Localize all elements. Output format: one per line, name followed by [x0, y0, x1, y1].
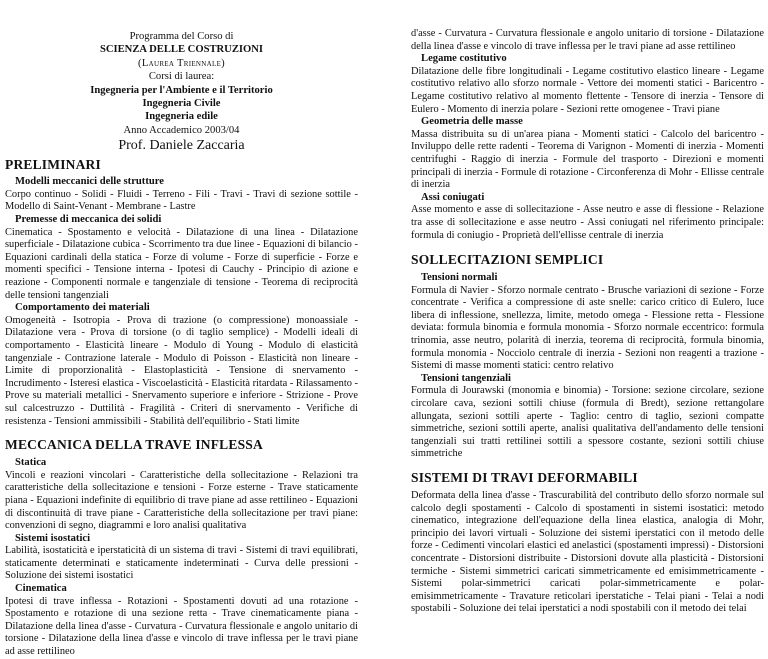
section-paragraph: Deformata della linea d'asse - Trascurabilità del contributo dello sforzo normale sul calcolo degli spostamenti - Calcolo di spostamenti in sistemi isostatici: metodo cinematico, integrazione dell'equazione della linea elastica, analogia di Mohr, principio dei lavori virtuali - Soluzione dei sistemi iperstatici con il metodo delle forze - Cedimenti vincolari elastici ed anelastici (spostamenti impressi) - Distorsioni concentrate - Distorsioni distribuite - Distorsioni dovute alla plasticità - Distorsioni termiche - Sistemi simmetrici caricati simmetricamente ed emisimmetricamente - Sistemi polar-simmetrici caricati polar-simmetricamente e polar-emisimmetricamente - Travature reticolari iperstatiche - Telai piani - Telai a nodi spostabili - Soluzione dei telai iperstatici a nodi spostabili con il metodo dei telai [411, 490, 764, 615]
right-column [411, 0, 764, 616]
subsection-title: Comportamento dei materiali [15, 302, 150, 314]
section-paragraph: Asse momento e asse di sollecitazione - Asse neutro e asse di flessione - Relazione tra asse di sollecitazione e asse neutro - Assi coniugati nel riferimento principale: formula di coniugio - Proprietà dell'ellisse centrale di inerzia [411, 204, 764, 241]
subsection-title: Tensioni normali [421, 272, 498, 284]
degree-civile: Ingegneria Civile [142, 98, 221, 110]
section-trave-continued [411, 28, 764, 242]
course-header [5, 30, 358, 154]
header-line-program: Programma del Corso di [129, 31, 234, 42]
section-preliminari [5, 157, 358, 428]
course-level: (Laurea Triennale) [138, 57, 225, 69]
section-paragraph: Ipotesi di trave inflessa - Rotazioni - Spostamenti dovuti ad una rotazione - Spostamento e rotazione di una sezione retta - Trave cinematicamente piana - Dilatazione della linea d'asse - Curvatura - Curvatura flessionale e angolo unitario di torsione - Dilatazione della linea d'asse e vincolo di trave inflessa per le travi piane ad asse rettilineo [5, 595, 358, 658]
section-trave [5, 437, 358, 659]
section-title: SISTEMI DI TRAVI DEFORMABILI [411, 470, 638, 485]
section-sollecitazioni [411, 252, 764, 461]
degree-edile: Ingegneria edile [145, 111, 218, 123]
subsection-title: Premesse di meccanica dei solidi [15, 214, 162, 226]
academic-year: Anno Accademico 2003/04 [123, 124, 240, 136]
header-line-degrees: Corsi di laurea: [148, 71, 215, 83]
continued-text: d'asse - Curvatura - Curvatura flessionale e angolo unitario di torsione - Dilatazione della linea d'asse e vincolo di trave inflessa per le travi piane ad asse rettilineo [411, 28, 764, 52]
section-paragraph: Omogeneità - Isotropia - Prova di trazione (o compressione) monoassiale - Dilatazione vera - Prova di torsione (o di taglio semplice) - Modelli ideali di comportamento - Elasticità lineare - Modulo di Young - Modulo di elasticità tangenziale - Contrazione laterale - Modulo di Poisson - Elasticità non lineare - Limite di proporzionalità - Elastoplasticità - Tensione di snervamento - Incrudimento - Isteresi elastica - Viscoelasticità - Elasticità ritardata - Rilassamento - Prove su materiali metallici - Snervamento superiore e inferiore - Strizione - Prove sul calcestruzzo - Duttilità - Fragilità - Criteri di snervamento - Verifiche di resistenza - Tensioni ammissibili - Stabilità dell'equilibrio - Stati limite [5, 314, 358, 427]
subsection-title: Sistemi isostatici [15, 532, 91, 544]
section-paragraph: Massa distribuita su di un'area piana - Momenti statici - Calcolo del baricentro - Inviluppo delle rette radenti - Teorema di Varignon - Momenti di inerzia - Momenti centrifughi - Raggio di inerzia - Formule del trasporto - Direzioni e momenti principali di inerzia - Formule di rotazione - Circonferenza di Mohr - Ellisse centrale di inerzia [411, 128, 764, 191]
section-paragraph: Cinematica - Spostamento e velocità - Dilatazione di una linea - Dilatazione superficiale - Dilatazione cubica - Scorrimento tra due linee - Equazioni di bilancio - Equazioni cardinali della statica - Forze di volume - Forze di superficie - Forze e momenti specifici - Tensione interna - Ipotesi di Cauchy - Principio di azione e reazione - Componenti normale e tangenziale di tensione - Teorema di reciprocità delle tensioni tangenziali [5, 226, 358, 301]
subsection-title: Tensioni tangenziali [421, 372, 511, 384]
degree-ambiente: Ingegneria per l'Ambiente e il Territorio [90, 84, 273, 96]
section-title: MECCANICA DELLA TRAVE INFLESSA [5, 437, 263, 453]
subsection-title: Statica [15, 457, 47, 469]
section-paragraph: Dilatazione delle fibre longitudinali - Legame costitutivo elastico lineare - Legame costitutivo relativo allo sforzo normale - Vettore dei momenti statici - Baricentro - Legame costitutivo relativo al momento flettente - Tensore di inerzia - Tensore di Eulero - Momento di inerzia polare - Sezioni rette omogenee - Travi piane [411, 65, 764, 115]
left-column [5, 0, 358, 659]
section-paragraph: Formula di Jourawski (monomia e binomia) - Torsione: sezione circolare, sezione circolare cava, sezioni sottili chiuse (formula di Bredt), sezione rettangolare allungata, sezioni sottili aperte - Taglio: centro di taglio, sezioni compatte simmetriche, sezioni sottili aperte, analisi qualitativa dell'andamento delle tensioni tangenziali sui tratti rettilinei sottili a spessore costante, sezioni sottili chiuse simmetriche [411, 385, 764, 460]
section-paragraph: Vincoli e reazioni vincolari - Caratteristiche della sollecitazione - Relazioni tra caratteristiche della sollecitazione e tensioni - Forze esterne - Trave staticamente piana - Equazioni indefinite di equilibrio di trave piane ad asse rettilineo - Equazioni di discontinuità di trave piane - Caratteristiche della sollecitazione per travi piane: convenzioni di segno, diagrammi e loro analisi qualitativa [5, 469, 358, 532]
subsection-title: Cinematica [15, 583, 67, 595]
section-title: SOLLECITAZIONI SEMPLICI [411, 252, 604, 268]
subsection-title: Legame costitutivo [421, 53, 507, 65]
subsection-title: Assi coniugati [421, 191, 485, 203]
subsection-title: Geometria delle masse [421, 116, 523, 128]
professor-name: Prof. Daniele Zaccaria [118, 138, 245, 154]
section-paragraph: Corpo continuo - Solidi - Fluidi - Terreno - Fili - Travi - Travi di sezione sottile - Modello di Saint-Venant - Membrane - Lastre [5, 188, 358, 213]
subsection-title: Modelli meccanici delle strutture [15, 176, 164, 188]
course-title: SCIENZA DELLE COSTRUZIONI [99, 44, 264, 56]
continued-paragraph [411, 28, 764, 53]
section-title: PRELIMINARI [5, 157, 101, 173]
section-paragraph: Labilità, isostaticità e iperstaticità di un sistema di travi - Sistemi di travi equilibrati, staticamente determinati e staticamente indeterminati - Curva delle pressioni - Soluzione dei sistemi isostatici [5, 545, 358, 582]
section-paragraph: Formula di Navier - Sforzo normale centrato - Brusche variazioni di sezione - Forze concentrate - Verifica a compressione di aste snelle: carico critico di Eulero, luce libera di inflessione, snellezza, limite, metodo omega - Flessione retta - Flessione deviata: formula binomia e formula monomia - Sforzo normale eccentrico: formula trinomia, asse neutro, polarità di inerzia, teorema di reciprocità, formula binomia, formula monomia - Nocciolo centrale di inerzia - Sezioni non reagenti a trazione - Sistemi di masse momenti statici: centro relativo [411, 284, 764, 372]
